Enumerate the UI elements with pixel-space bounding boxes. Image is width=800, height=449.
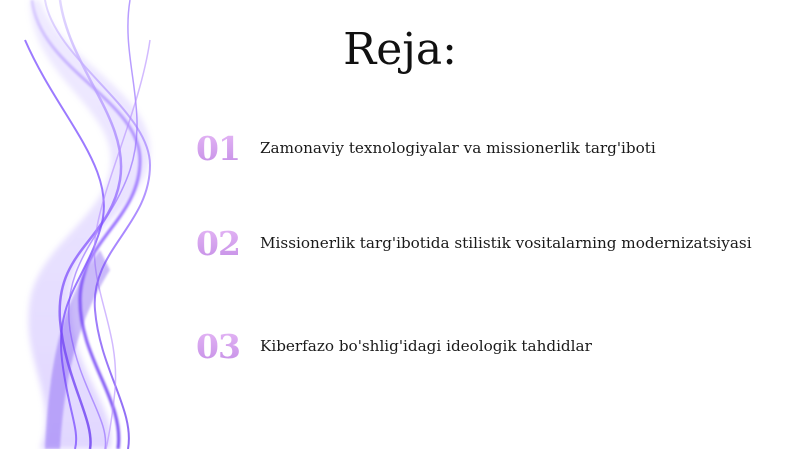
agenda-item xyxy=(196,126,656,170)
agenda-item-text: Kiberfazo bo'shlig'idagi ideologik tahdidlar xyxy=(260,337,592,355)
slide-title: Reja: xyxy=(343,24,457,75)
agenda-item xyxy=(196,221,752,265)
agenda-item xyxy=(196,324,592,368)
agenda-item-number: 01 xyxy=(196,129,254,168)
agenda-item-text: Zamonaviy texnologiyalar va missionerlik targ'iboti xyxy=(260,139,656,157)
decorative-smoke-ribbon xyxy=(0,0,200,449)
agenda-item-text: Missionerlik targ'ibotida stilistik vositalarning modernizatsiyasi xyxy=(260,234,752,252)
agenda-item-number: 03 xyxy=(196,327,254,366)
agenda-item-number: 02 xyxy=(196,224,254,263)
